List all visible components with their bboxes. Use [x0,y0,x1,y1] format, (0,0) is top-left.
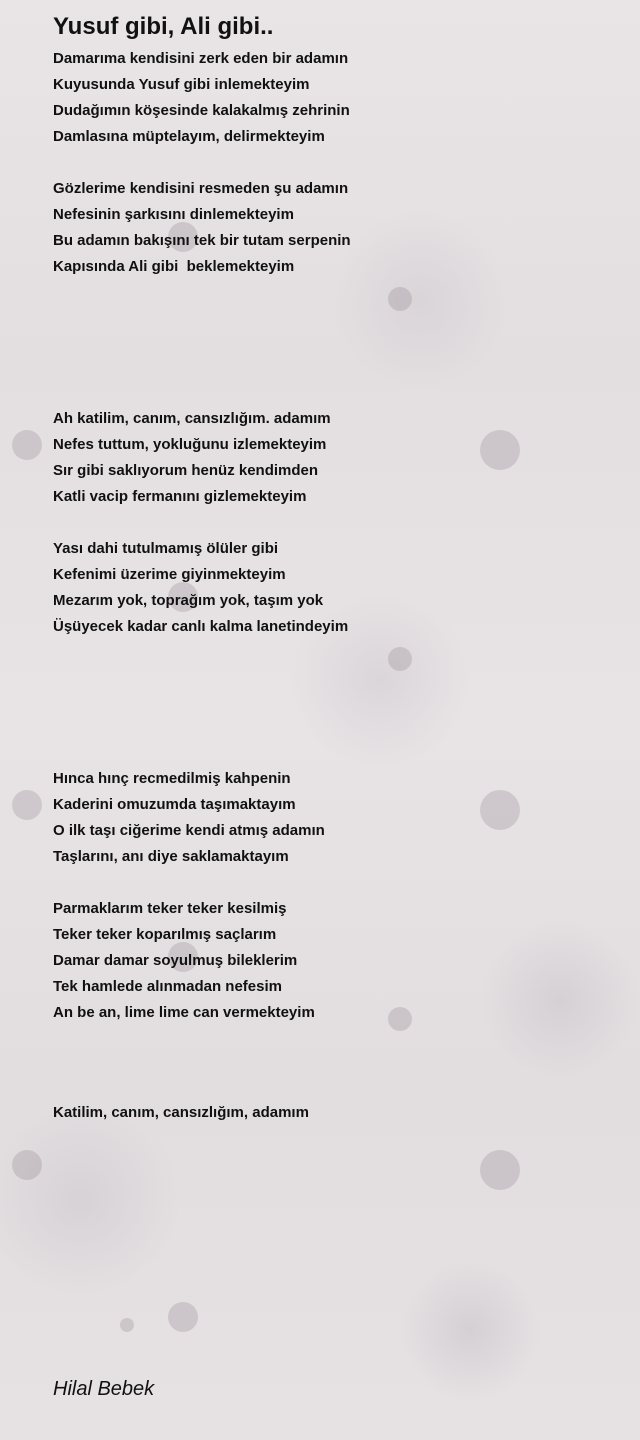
poem [53,8,613,1126]
poem-title: Yusuf gibi, Ali gibi.. [53,13,274,40]
stanza [53,1100,613,1126]
poem-line: Kefenimi üzerime giyinmekteyim [53,566,286,583]
poem-line: Damlasına müptelayım, delirmekteyim [53,128,325,145]
background-blot [120,1318,134,1332]
background-blot [168,1302,198,1332]
poem-line: Parmaklarım teker teker kesilmiş [53,900,287,917]
poem-line: Katli vacip fermanını gizlemekteyim [53,488,307,505]
poem-line: Kaderini omuzumda taşımaktayım [53,796,296,813]
section-gap [53,280,613,406]
poem-line: Nefes tuttum, yokluğunu izlemekteyim [53,436,327,453]
poem-line: Katilim, canım, cansızlığım, adamım [53,1104,309,1121]
poem-line: Nefesinin şarkısını dinlemekteyim [53,206,294,223]
poem-line: O ilk taşı ciğerime kendi atmış adamın [53,822,325,839]
poem-line: An be an, lime lime can vermekteyim [53,1004,315,1021]
poem-line: Damarıma kendisini zerk eden bir adamın [53,50,349,67]
stanza [53,406,613,510]
poem-line: Dudağımın köşesinde kalakalmış zehrinin [53,102,350,119]
poem-author: Hilal Bebek [53,1378,155,1400]
poem-line: Damar damar soyulmuş bileklerim [53,952,298,969]
poem-line: Taşlarını, anı diye saklamaktayım [53,848,289,865]
stanza-gap [53,150,613,176]
poem-line: Tek hamlede alınmadan nefesim [53,978,282,995]
stanza-gap [53,870,613,896]
poem-line: Gözlerime kendisini resmeden şu adamın [53,180,349,197]
stanza-gap [53,510,613,536]
stanza [53,896,613,1026]
stanza [53,766,613,870]
poem-line: Hınca hınç recmedilmiş kahpenin [53,770,291,787]
stanza [53,46,613,150]
section-gap [53,640,613,766]
poem-line: Üşüyecek kadar canlı kalma lanetindeyim [53,618,349,635]
poem-line: Mezarım yok, toprağım yok, taşım yok [53,592,324,609]
background-blot [12,1150,42,1180]
poem-line: Yası dahi tutulmamış ölüler gibi [53,540,279,557]
background-blot [12,790,42,820]
section-gap [53,1026,613,1100]
poem-line: Kapısında Ali gibi beklemekteyim [53,258,295,275]
poem-line: Ah katilim, canım, cansızlığım. adamım [53,410,331,427]
stanza [53,536,613,640]
poem-line: Sır gibi saklıyorum henüz kendimden [53,462,319,479]
background-blot [12,430,42,460]
poem-line: Teker teker koparılmış saçlarım [53,926,277,943]
poem-line: Kuyusunda Yusuf gibi inlemekteyim [53,76,310,93]
background-blot [480,1150,520,1190]
poem-line: Bu adamın bakışını tek bir tutam serpenin [53,232,351,249]
stanza [53,176,613,280]
